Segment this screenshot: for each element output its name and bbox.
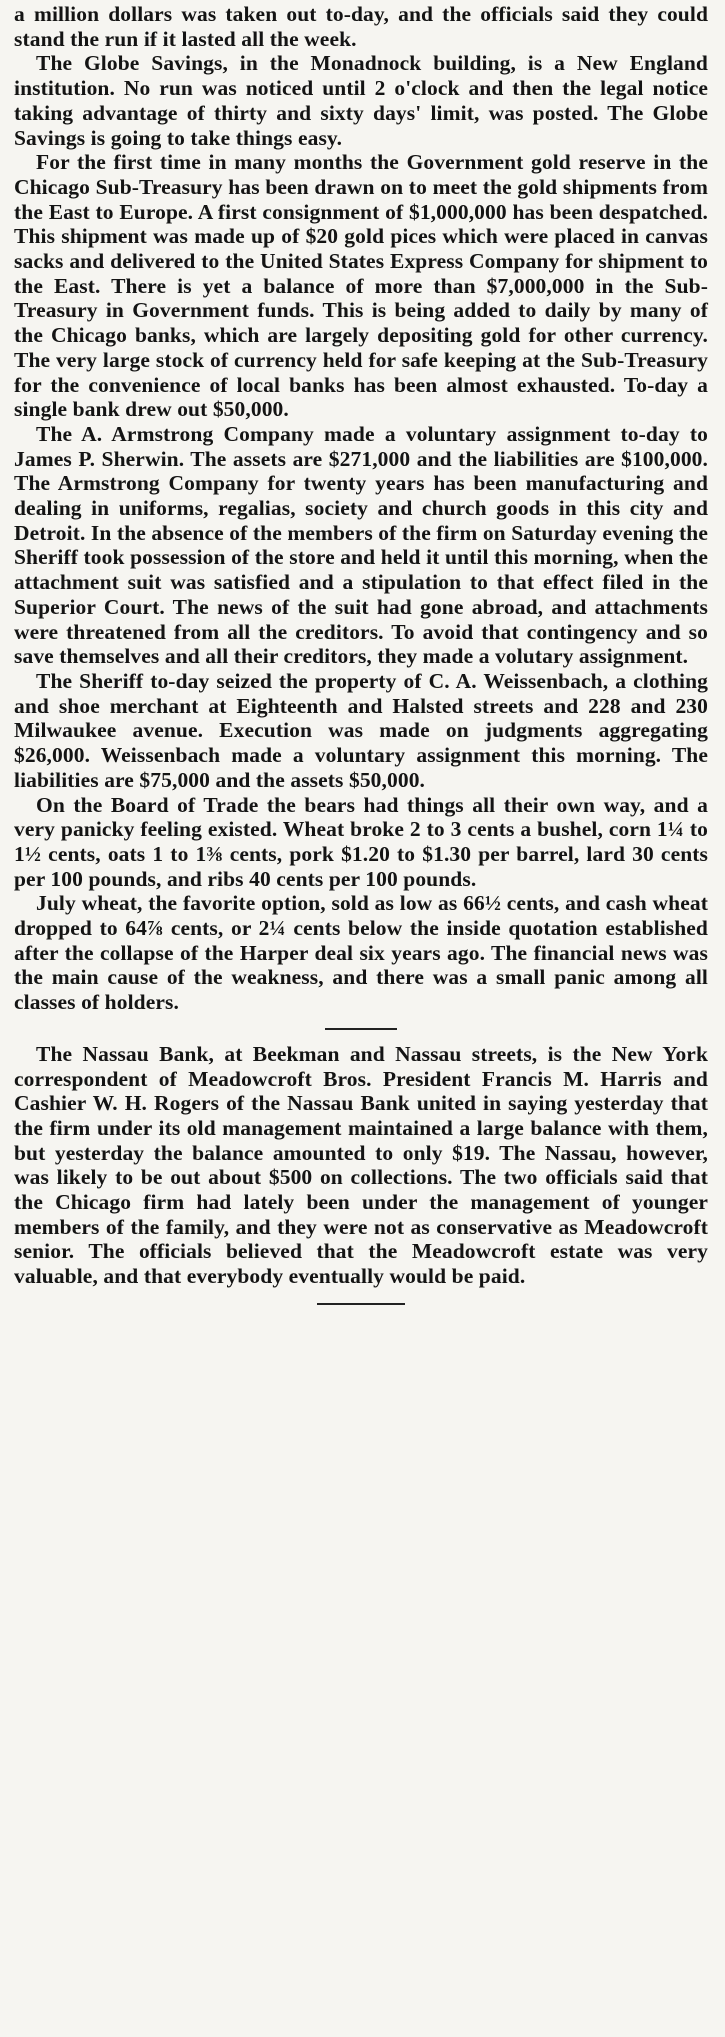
section-divider	[325, 1028, 397, 1030]
paragraph-globe-savings: The Globe Savings, in the Monadnock building, is a New England institution. No run was noticed until 2 o'clock and then the legal notice taking advantage of thirty and sixty days' limit, was posted. The Globe Savings is going to take things easy.	[14, 51, 708, 150]
paragraph-run-continued: a million dollars was taken out to-day, and the officials said they could stand the run if it lasted all the week.	[14, 2, 708, 51]
end-divider	[317, 1303, 405, 1305]
paragraph-armstrong-company: The A. Armstrong Company made a voluntary assignment to-day to James P. Sherwin. The assets are $271,000 and the liabilities are $100,000. The Armstrong Company for twenty years has been manufacturing and dealing in uniforms, regalias, society and church goods in this city and Detroit. In the absence of the members of the firm on Saturday evening the Sheriff took possession of the store and held it until this morning, when the attachment suit was satisfied and a stipulation to that effect filed in the Superior Court. The news of the suit had gone abroad, and attachments were threatened from all the creditors. To avoid that contingency and so save themselves and all their creditors, they made a volutary assignment.	[14, 421, 708, 669]
paragraph-board-of-trade: On the Board of Trade the bears had things all their own way, and a very panicky feeling existed. Wheat broke 2 to 3 cents a bushel, corn 1¼ to 1½ cents, oats 1 to 1⅜ cents, pork $1.20 to $1.30 per barrel, lard 30 cents per 100 pounds, and ribs 40 cents per 100 pounds.	[14, 792, 708, 891]
paragraph-nassau-bank: The Nassau Bank, at Beekman and Nassau streets, is the New York correspondent of Meadowcroft Bros. President Francis M. Harris and Cashier W. H. Rogers of the Nassau Bank united in saying yesterday that the firm under its old management maintained a large balance with them, but yesterday the balance amounted to only $19. The Nassau, however, was likely to be out about $500 on collections. The two officials said that the Chicago firm had lately been under the management of younger members of the family, and they were not as conservative as Meadowcroft senior. The officials believed that the Meadowcroft estate was very valuable, and that everybody eventually would be paid.	[14, 1041, 708, 1289]
paragraph-gold-reserve: For the first time in many months the Government gold reserve in the Chicago Sub-Treasury has been drawn on to meet the gold shipments from the East to Europe. A first consignment of $1,000,000 has been despatched. This shipment was made up of $20 gold pices which were placed in canvas sacks and delivered to the United States Express Company for shipment to the East. There is yet a balance of more than $7,000,000 in the Sub-Treasury in Government funds. This is being added to daily by many of the Chicago banks, which are largely depositing gold for other currency. The very large stock of currency held for safe keeping at the Sub-Treasury for the convenience of local banks has been almost exhausted. To-day a single bank drew out $50,000.	[14, 150, 708, 422]
paragraph-weissenbach: The Sheriff to-day seized the property of C. A. Weissenbach, a clothing and shoe merchant at Eighteenth and Halsted streets and 228 and 230 Milwaukee avenue. Execution was made on judgments aggregating $26,000. Weissenbach made a voluntary assignment this morning. The liabilities are $75,000 and the assets $50,000.	[14, 668, 708, 792]
newspaper-column	[14, 2, 708, 1305]
paragraph-july-wheat: July wheat, the favorite option, sold as low as 66½ cents, and cash wheat dropped to 64⅞ cents, or 2¼ cents below the inside quotation established after the collapse of the Harper deal six years ago. The financial news was the main cause of the weakness, and there was a small panic among all classes of holders.	[14, 891, 708, 1015]
